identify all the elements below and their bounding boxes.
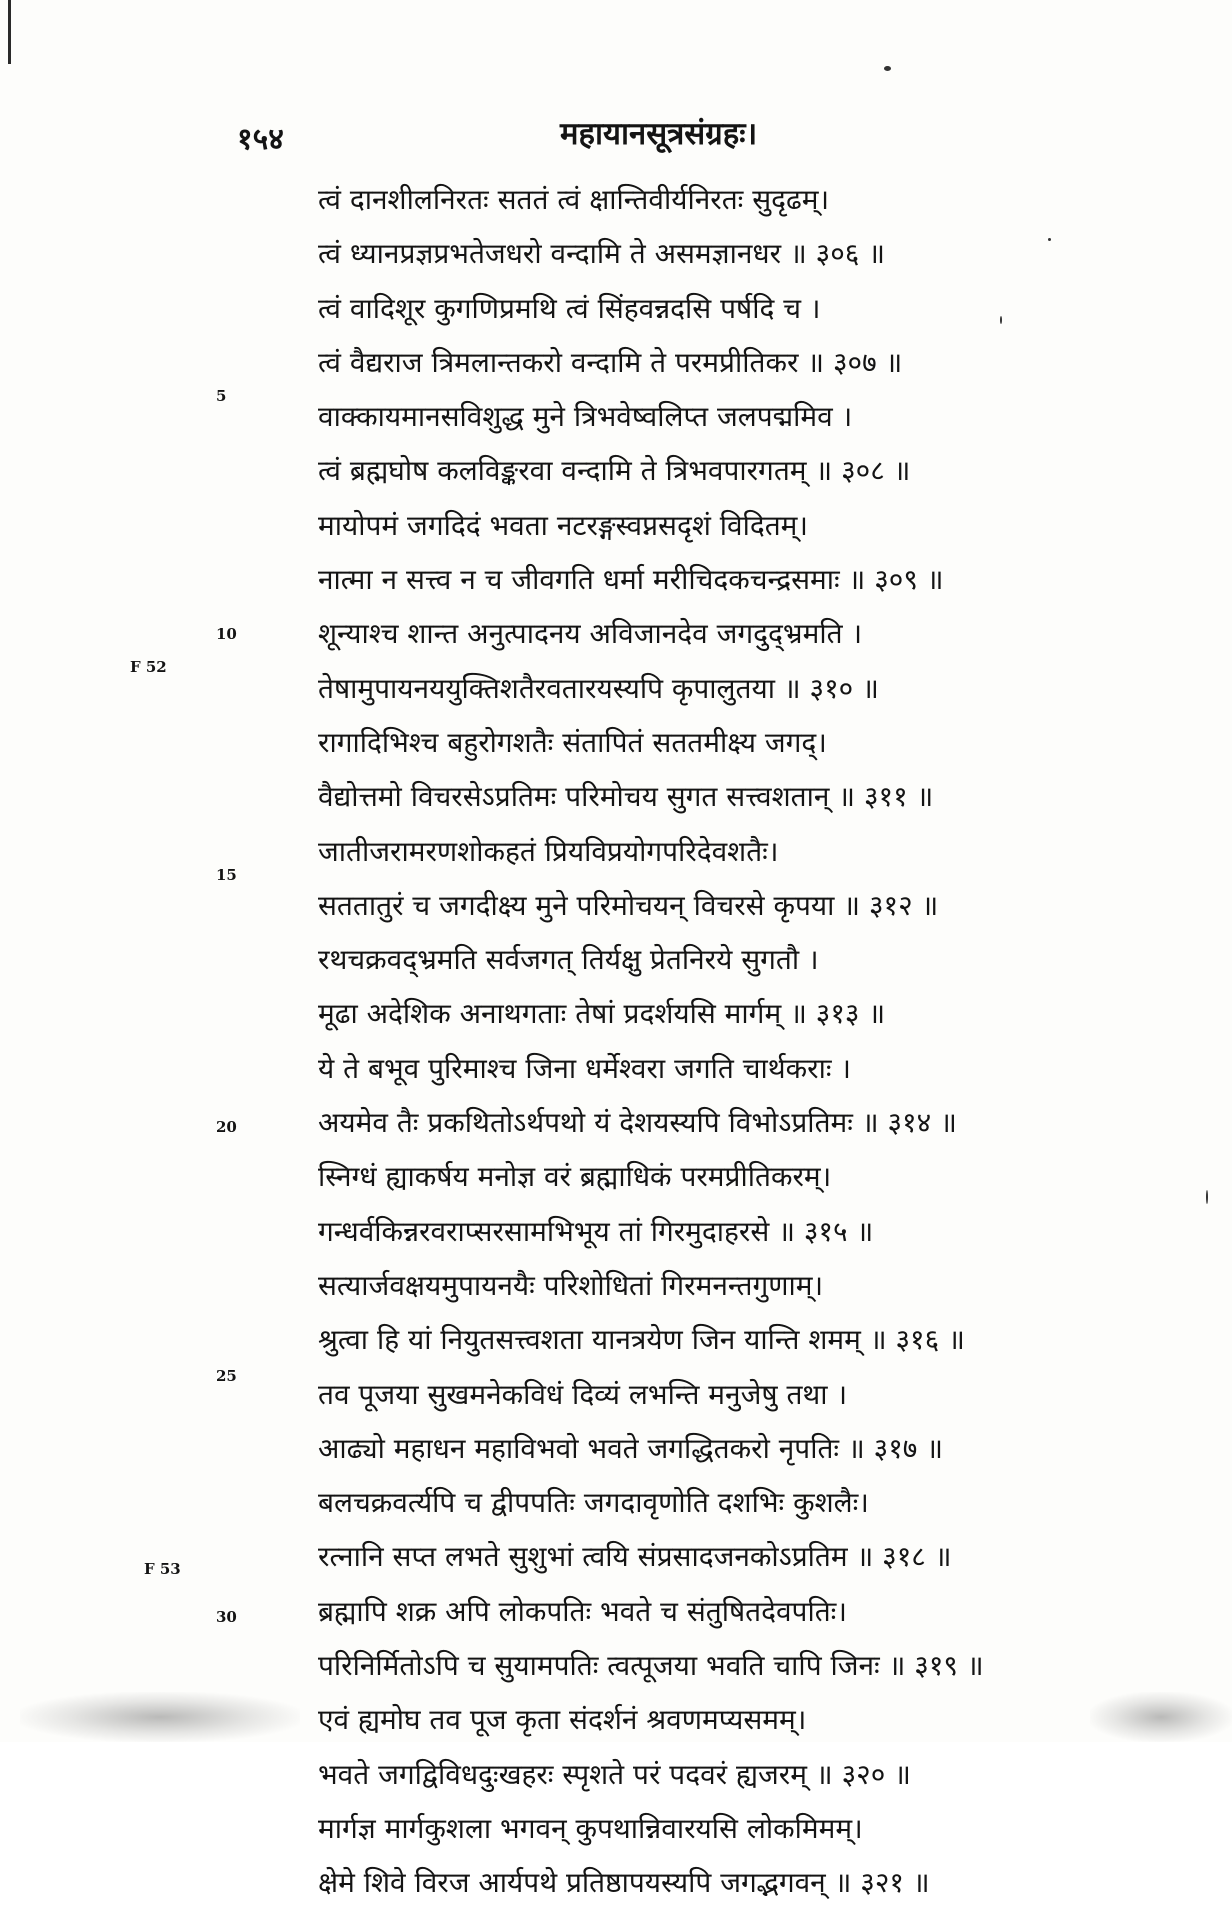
verse-line: सततातुरं च जगदीक्ष्य मुने परिमोचयन् विचरसे कृपया ॥ ३१२ ॥ <box>318 888 939 922</box>
verse-line: तव पूजया सुखमनेकविधं दिव्यं लभन्ति मनुजेषु तथा । <box>318 1377 848 1411</box>
scan-speck <box>1206 1190 1208 1204</box>
verse-line: एवं ह्यमोघ तव पूज कृता संदर्शनं श्रवणमप्यसमम्। <box>318 1703 807 1737</box>
verse-line: श्रुत्वा हि यां नियुतसत्त्वशता यानत्रयेण जिन यान्ति शमम् ॥ ३१६ ॥ <box>318 1323 965 1357</box>
margin-line-number: 25 <box>216 1367 237 1385</box>
page-number: १५४ <box>237 122 284 157</box>
verse-line: त्वं ध्यानप्रज्ञप्रभतेजधरो वन्दामि ते असमज्ञानधर ॥ ३०६ ॥ <box>318 237 886 271</box>
scan-speck <box>1048 238 1051 241</box>
verse-line: नात्मा न सत्त्व न च जीवगति धर्मा मरीचिदकचन्द्रसमाः ॥ ३०९ ॥ <box>318 563 944 597</box>
verse-line: तेषामुपायनययुक्तिशतैरवतारयस्यपि कृपालुतया ॥ ३१० ॥ <box>318 671 879 705</box>
margin-line-number: 30 <box>216 1608 237 1626</box>
folio-marker: F 53 <box>144 1560 181 1578</box>
scan-smudge <box>1090 1692 1232 1742</box>
scan-smudge <box>20 1692 300 1742</box>
verse-line: रत्नानि सप्त लभते सुशुभां त्वयि संप्रसादजनकोऽप्रतिम ॥ ३१८ ॥ <box>318 1540 952 1574</box>
verse-line: रागादिभिश्च बहुरोगशतैः संतापितं सततमीक्ष्य जगद्। <box>318 725 827 759</box>
verse-line: स्निग्धं ह्याकर्षय मनोज्ञ वरं ब्रह्माधिकं परमप्रीतिकरम्। <box>318 1160 832 1194</box>
binding-edge <box>8 0 11 64</box>
verse-line: वाक्कायमानसविशुद्ध मुने त्रिभवेष्वलिप्त जलपद्ममिव । <box>318 400 853 434</box>
verse-line: आढ्यो महाधन महाविभवो भवते जगद्धितकरो नृपतिः ॥ ३१७ ॥ <box>318 1431 943 1465</box>
scan-speck <box>1000 316 1002 324</box>
margin-line-number: 5 <box>216 387 227 405</box>
verse-line: क्षेमे शिवे विरज आर्यपथे प्रतिष्ठापयस्यपि जगद्भगवन् ॥ ३२१ ॥ <box>318 1866 930 1900</box>
verse-line: जातीजरामरणशोकहतं प्रियविप्रयोगपरिदेवशतैः। <box>318 834 779 868</box>
margin-line-number: 10 <box>216 625 237 643</box>
verse-line: वैद्योत्तमो विचरसेऽप्रतिमः परिमोचय सुगत सत्त्वशतान् ॥ ३११ ॥ <box>318 780 934 814</box>
verse-line: बलचक्रवर्त्यपि च द्वीपपतिः जगदावृणोति दशभिः कुशलैः। <box>318 1486 869 1520</box>
verse-line: त्वं ब्रह्मघोष कलविङ्करवा वन्दामि ते त्रिभवपारगतम् ॥ ३०८ ॥ <box>318 454 911 488</box>
verse-line: त्वं वादिशूर कुगणिप्रमथि त्वं सिंहवन्नदसि पर्षदि च । <box>318 291 821 325</box>
verse-line: मार्गज्ञ मार्गकुशला भगवन् कुपथान्निवारयसि लोकमिमम्। <box>318 1811 863 1845</box>
verse-line: त्वं दानशीलनिरतः सततं त्वं क्षान्तिवीर्यनिरतः सुदृढम्। <box>318 183 830 216</box>
verse-line: अयमेव तैः प्रकथितोऽर्थपथो यं देशयस्यपि विभोऽप्रतिमः ॥ ३१४ ॥ <box>318 1106 957 1140</box>
verse-line: रथचक्रवद्भ्रमति सर्वजगत् तिर्यक्षु प्रेतनिरये सुगतौ । <box>318 943 819 977</box>
verse-block <box>318 180 984 1918</box>
scan-speck <box>884 66 891 71</box>
running-title: महायानसूत्रसंग्रहः। <box>560 116 758 152</box>
margin-line-number: 20 <box>216 1118 237 1136</box>
verse-line: मायोपमं जगदिदं भवता नटरङ्गस्वप्नसदृशं विदितम्। <box>318 508 809 542</box>
verse-line: मूढा अदेशिक अनाथगताः तेषां प्रदर्शयसि मार्गम् ॥ ३१३ ॥ <box>318 997 886 1031</box>
margin-line-number: 15 <box>216 866 237 884</box>
verse-line: ये ते बभूव पुरिमाश्च जिना धर्मेश्वरा जगति चार्थकराः । <box>318 1051 852 1085</box>
verse-line: त्वं वैद्यराज त्रिमलान्तकरो वन्दामि ते परमप्रीतिकर ॥ ३०७ ॥ <box>318 345 903 379</box>
verse-line: भवते जगद्विविधदुःखहरः स्पृशते परं पदवरं ह्यजरम् ॥ ३२० ॥ <box>318 1757 911 1791</box>
verse-line: ब्रह्मापि शक्र अपि लोकपतिः भवते च संतुषितदेवपतिः। <box>318 1594 847 1628</box>
verse-line: सत्यार्जवक्षयमुपायनयैः परिशोधितां गिरमनन्तगुणाम्। <box>318 1268 824 1302</box>
folio-marker: F 52 <box>130 658 167 676</box>
verse-line: परिनिर्मितोऽपि च सुयामपतिः त्वत्पूजया भवति चापि जिनः ॥ ३१९ ॥ <box>318 1649 984 1683</box>
verse-line: गन्धर्वकिन्नरवराप्सरसामभिभूय तां गिरमुदाहरसे ॥ ३१५ ॥ <box>318 1214 874 1248</box>
verse-line: शून्याश्च शान्त अनुत्पादनय अविजानदेव जगदुद्भ्रमति । <box>318 617 863 651</box>
